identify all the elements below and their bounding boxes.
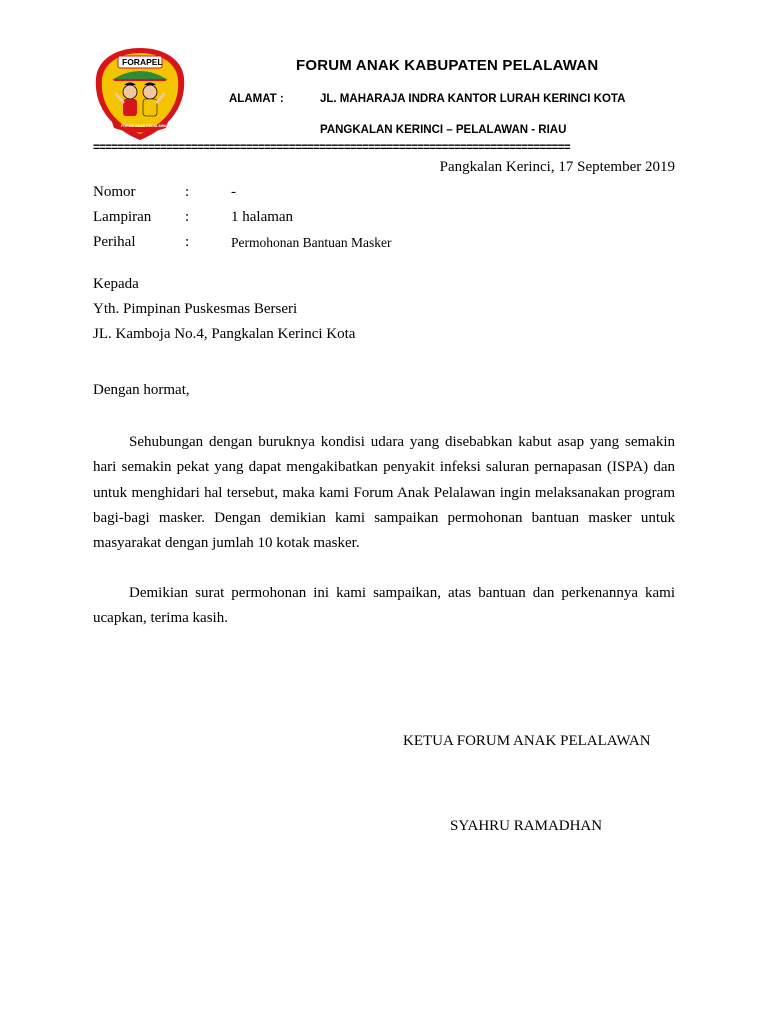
organization-title: FORUM ANAK KABUPATEN PELALAWAN [296,57,599,74]
recipient-line-1: Kepada [93,276,139,292]
signature-title: KETUA FORUM ANAK PELALAWAN [403,733,651,749]
logo-text: FORAPEL [122,57,163,67]
signature-name: SYAHRU RAMADHAN [450,818,603,834]
recipient-line-3: JL. Kamboja No.4, Pangkalan Kerinci Kota [93,326,356,342]
meta-label-perihal: Perihal [93,234,136,250]
logo-ribbon-text: FORUM ANAK PELALAWAN [121,124,169,128]
organization-logo [92,44,188,144]
meta-value-perihal: Permohonan Bantuan Masker [231,235,392,250]
meta-colon: : [185,209,190,225]
meta-label-lampiran: Lampiran [93,209,152,225]
body-paragraph-1: Sehubungan dengan buruknya kondisi udara yang disebabkan kabut asap yang semakin hari semakin pekat yang dapat mengakibatkan penyakit infeksi saluran pernapasan (ISPA) dan untuk menghidari hal tersebut, maka kami Forum Anak Pelalawan ingin melaksanakan program bagi-bagi masker. Dengan demikian kami sampaikan permohonan bantuan masker untuk masyarakat dengan jumlah 10 kotak masker. [93,434,675,552]
greeting: Dengan hormat, [93,382,190,398]
address-label: ALAMAT : [229,93,284,105]
address-line-1: JL. MAHARAJA INDRA KANTOR LURAH KERINCI KOTA [320,93,626,105]
recipient-line-2: Yth. Pimpinan Puskesmas Berseri [93,301,298,317]
meta-label-nomor: Nomor [93,184,136,200]
meta-colon: : [185,184,190,200]
address-line-2: PANGKALAN KERINCI – PELALAWAN - RIAU [320,124,567,136]
body-paragraph-2: Demikian surat permohonan ini kami sampaikan, atas bantuan dan perkenannya kami ucapkan, terima kasih. [93,585,675,627]
meta-colon: : [185,234,190,250]
meta-value-nomor: - [231,184,236,200]
letterhead-separator: ============================================================================== [93,142,571,154]
letter-date: Pangkalan Kerinci, 17 September 2019 [439,159,675,175]
meta-value-lampiran: 1 halaman [231,209,294,225]
